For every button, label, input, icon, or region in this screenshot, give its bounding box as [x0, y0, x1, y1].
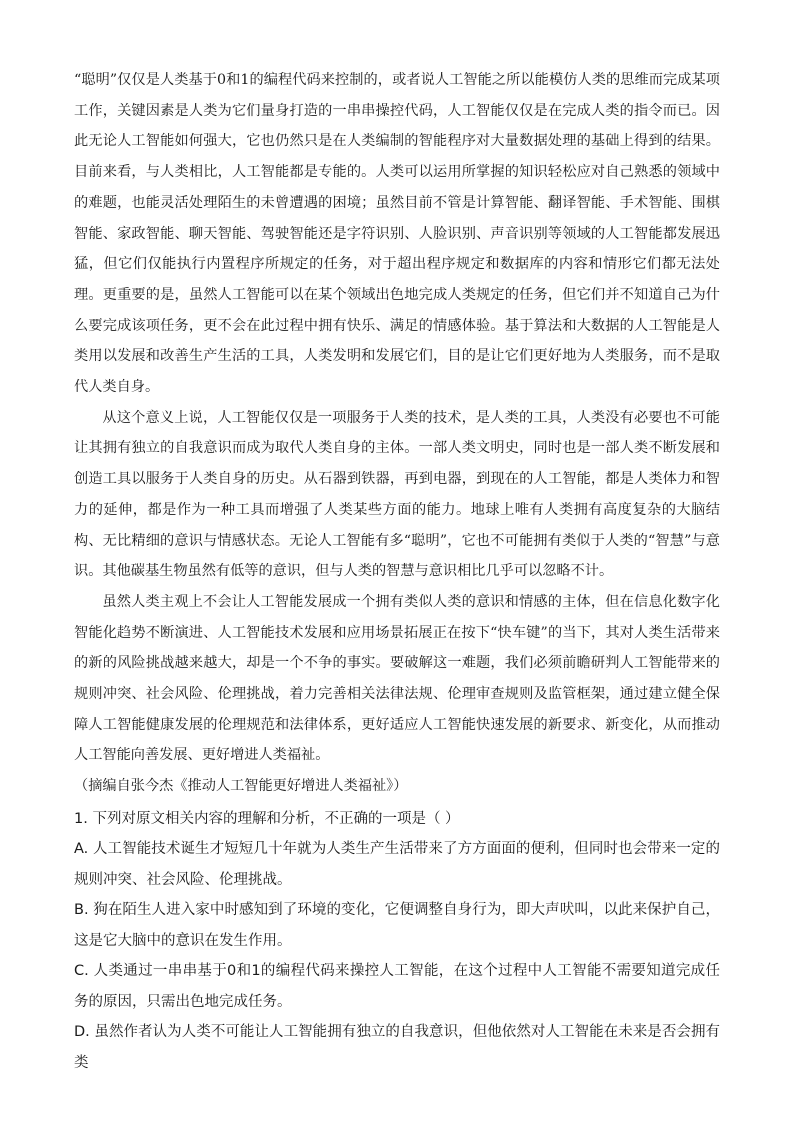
- passage-paragraph-1: “聪明”仅仅是人类基于0和1的编程代码来控制的，或者说人工智能之所以能模仿人类的思维而完成某项工作，关键因素是人类为它们量身打造的一串串操控代码，人工智能仅仅是在完成人类的指令而已。因此无论人工智能如何强大，它也仍然只是在人类编制的智能程序对大量数据处理的基础上得到的结果。目前来看，与人类相比，人工智能都是专能的。人类可以运用所掌握的知识轻松应对自己熟悉的领域中的难题，也能灵活处理陌生的未曾遭遇的困境；虽然目前不管是计算智能、翻译智能、手术智能、围棋智能、家政智能、聊天智能、驾驶智能还是字符识别、人脸识别、声音识别等领域的人工智能都发展迅猛，但它们仅能执行内置程序所规定的任务，对于超出程序规定和数据库的内容和情形它们都无法处理。更重要的是，虽然人工智能可以在某个领域出色地完成人类规定的任务，但它们并不知道自己为什么要完成该项任务，更不会在此过程中拥有快乐、满足的情感体验。基于算法和大数据的人工智能是人类用以发展和改善生产生活的工具，人类发明和发展它们，目的是让它们更好地为人类服务，而不是取代人类自身。: [74, 72, 720, 396]
- option-d: D. 虽然作者认为人类不可能让人工智能拥有独立的自我意识，但他依然对人工智能在未来是否会拥有类: [74, 1024, 720, 1071]
- document-page: [74, 65, 720, 1078]
- passage-paragraph-2: 从这个意义上说，人工智能仅仅是一项服务于人类的技术，是人类的工具，人类没有必要也不可能让其拥有独立的自我意识而成为取代人类自身的主体。一部人类文明史，同时也是一部人类不断发展和创造工具以服务于人类自身的历史。从石器到铁器，再到电器，到现在的人工智能，都是人类体力和智力的延伸，都是作为一种工具而增强了人类某些方面的能力。地球上唯有人类拥有高度复杂的大脑结构、无比精细的意识与情感状态。无论人工智能有多“聪明”，它也不可能拥有类似于人类的“智慧”与意识。其他碳基生物虽然有低等的意识，但与人类的智慧与意识相比几乎可以忽略不计。: [74, 409, 720, 580]
- option-c: C. 人类通过一串串基于0和1的编程代码来操控人工智能，在这个过程中人工智能不需要知道完成任务的原因，只需出色地完成任务。: [74, 963, 720, 1010]
- question-1: [74, 804, 720, 1079]
- question-stem: 1. 下列对原文相关内容的理解和分析，不正确的一项是（ ）: [74, 810, 460, 827]
- passage-paragraph-3: 虽然人类主观上不会让人工智能发展成一个拥有类似人类的意识和情感的主体，但在信息化数字化智能化趋势不断演进、人工智能技术发展和应用场景拓展正在按下“快车键”的当下，其对人类生活带来的新的风险挑战越来越大，却是一个不争的事实。要破解这一难题，我们必须前瞻研判人工智能带来的规则冲突、社会风险、伦理挑战，着力完善相关法律法规、伦理审查规则及监管框架，通过建立健全保障人工智能健康发展的伦理规范和法律体系，更好适应人工智能快速发展的新要求、新变化，从而推动人工智能向善发展、更好增进人类福祉。: [74, 593, 720, 764]
- passage: [74, 65, 720, 802]
- option-b: B. 狗在陌生人进入家中时感知到了环境的变化，它便调整自身行为，即大声吠叫，以此来保护自己，这是它大脑中的意识在发生作用。: [74, 902, 720, 949]
- passage-source: （摘编自张今杰《推动人工智能更好增进人类福祉》）: [74, 778, 408, 795]
- option-a: A. 人工智能技术诞生才短短几十年就为人类生产生活带来了方方面面的便利，但同时也会带来一定的规则冲突、社会风险、伦理挑战。: [74, 841, 720, 888]
